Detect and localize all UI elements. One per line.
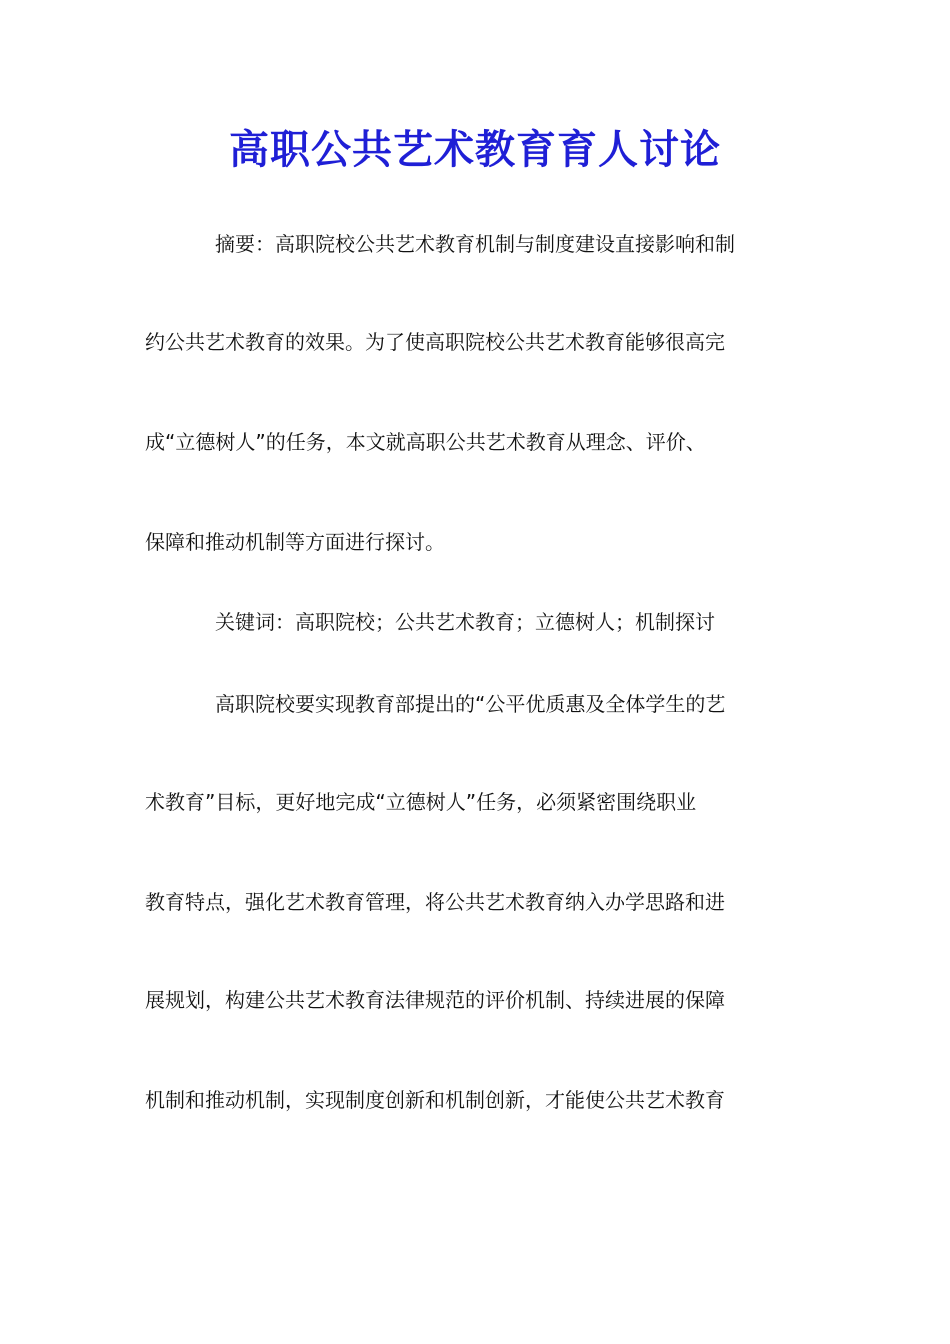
body-line-2: 术教育”目标，更好地完成“立德树人”任务，必须紧密围绕职业: [145, 790, 697, 814]
abstract-line-4: 保障和推动机制等方面进行探讨。: [145, 530, 445, 554]
abstract-line-3: 成“立德树人”的任务，本文就高职公共艺术教育从理念、评价、: [145, 430, 706, 454]
body-line-3: 教育特点，强化艺术教育管理，将公共艺术教育纳入办学思路和进: [145, 890, 725, 914]
abstract-line-2: 约公共艺术教育的效果。为了使高职院校公共艺术教育能够很高完: [145, 330, 725, 354]
body-line-5: 机制和推动机制，实现制度创新和机制创新，才能使公共艺术教育: [145, 1088, 725, 1112]
document-title: 高职公共艺术教育育人讨论: [229, 126, 721, 173]
keywords-line: 关键词：高职院校；公共艺术教育；立德树人；机制探讨: [215, 610, 715, 634]
abstract-line-1: 摘要：高职院校公共艺术教育机制与制度建设直接影响和制: [215, 232, 735, 256]
body-line-4: 展规划，构建公共艺术教育法律规范的评价机制、持续进展的保障: [145, 988, 725, 1012]
body-line-1: 高职院校要实现教育部提出的“公平优质惠及全体学生的艺: [215, 692, 726, 716]
